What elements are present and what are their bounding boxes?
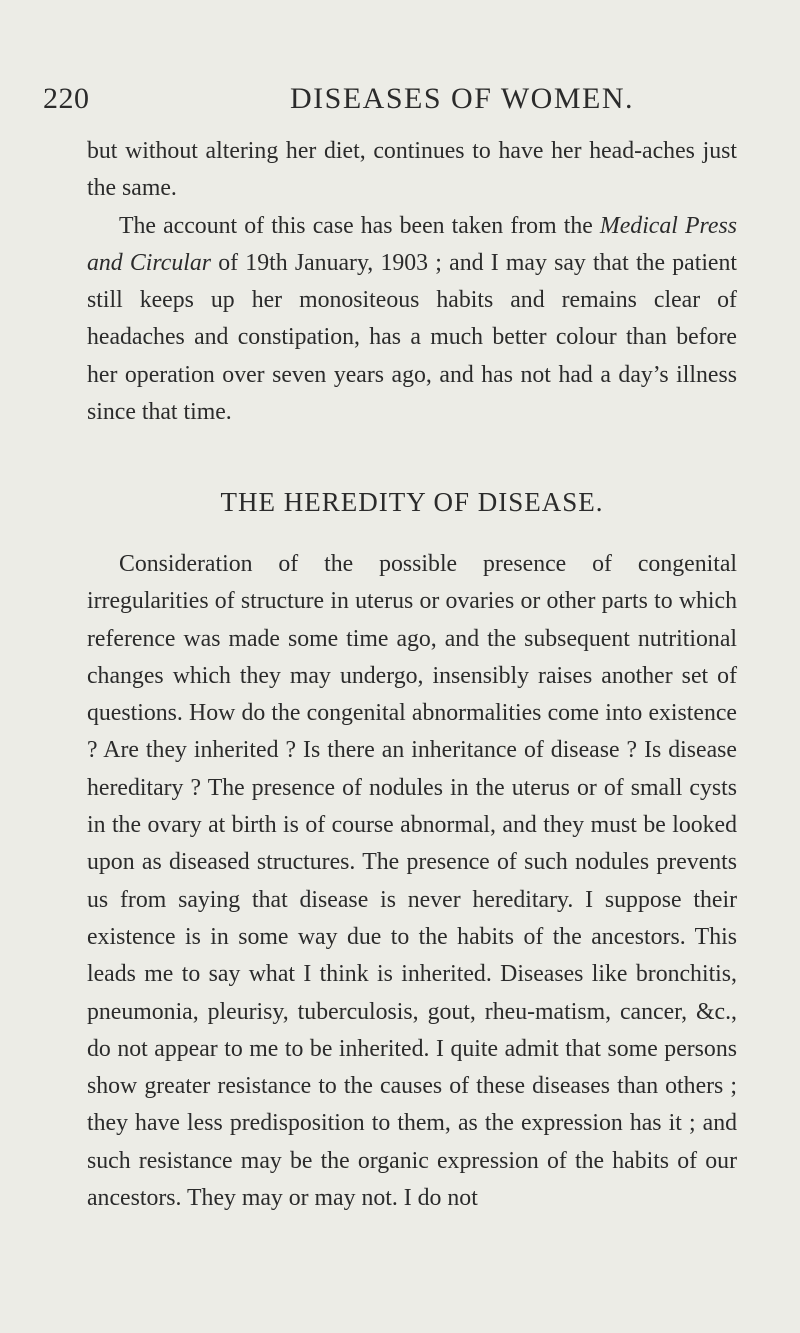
section-heading: THE HEREDITY OF DISEASE. [220,487,604,517]
running-title: DISEASES OF WOMEN. [290,82,634,115]
text-block-bottom [87,546,737,1217]
paragraph-case-account-rest: of 19th January, 1903 ; and I may say that the patient still keeps up her monositeous habits and remains clear of headaches and constipation, has a much better colour than before her operation over seven years ago, and has not had a day’s illness since that time. [87,249,737,426]
journal-title: Medical Press and Circular [87,212,737,276]
page-number: 220 [43,82,90,115]
text-block-top [87,133,737,431]
paragraph-heredity: Consideration of the possible presence of congenital irregularities of structure in uterus or ovaries or other parts to which reference was made some time ago, and the subsequent nutritional changes which they may undergo, insensibly raises another set of questions. How do the congenital abnormalities come into existence ? Are they inherited ? Is there an inheritance of disease ? Is disease hereditary ? The presence of nodules in the uterus or of small cysts in the ovary at birth is of course abnormal, and they must be looked upon as diseased structures. The presence of such nodules prevents us from saying that disease is never hereditary. I suppose their existence is in some way due to the habits of the ancestors. This leads me to say what I think is inherited. Diseases like bronchitis, pneumonia, pleurisy, tuberculosis, gout, rheu-matism, cancer, &c., do not appear to me to be inherited. I quite admit that some persons show greater resistance to the causes of these diseases than others ; they have less predisposition to them, as the expression has it ; and such resistance may be the organic expression of the habits of our ancestors. They may or may not. I do not [87,551,737,1212]
paragraph-case-account-lead: The account of this case has been taken from the [119,212,600,239]
paragraph-continuation: but without altering her diet, continues to have her head-aches just the same. [87,138,737,202]
paragraph-case-account [87,208,737,432]
running-head [43,82,763,122]
